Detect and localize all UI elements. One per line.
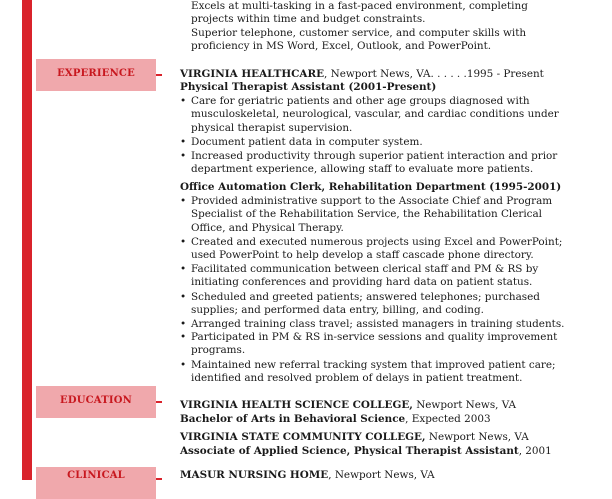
- bullet-text: Provided administrative support to the Associate Chief and Program: [191, 195, 553, 207]
- bullet-text: Increased productivity through superior patient interaction and prior: [191, 150, 558, 162]
- bullet-text: Maintained new referral tracking system that improved patient care;: [191, 359, 556, 371]
- job-title: Office Automation Clerk, Rehabilitation Department (1995-2001): [180, 181, 562, 193]
- employer-name: VIRGINIA HEALTHCARE: [180, 68, 325, 80]
- bullet-text: supplies; and performed data entry, billing, and coding.: [191, 304, 484, 316]
- left-accent-bar: [22, 0, 32, 480]
- summary-line: proficiency in MS Word, Excel, Outlook, and PowerPoint.: [191, 40, 492, 52]
- bullet-text: Facilitated communication between clerical staff and PM & RS by: [191, 263, 539, 275]
- bullet-icon: •: [180, 195, 187, 207]
- bullet-text: Office, and Physical Therapy.: [191, 222, 344, 234]
- summary-line: Excels at multi-tasking in a fast-paced environment, completing: [191, 0, 528, 12]
- experience-heading: EXPERIENCE: [57, 68, 135, 79]
- experience-section-header: [36, 59, 156, 91]
- bullet-icon: •: [180, 95, 187, 107]
- bullet-text: Document patient data in computer system.: [191, 136, 423, 148]
- bullet-icon: •: [180, 291, 187, 303]
- degree-name: Associate of Applied Science, Physical Therapist Assistant: [180, 445, 519, 457]
- degree-name: Bachelor of Arts in Behavioral Science: [180, 413, 406, 425]
- school-location: Newport News, VA: [412, 399, 517, 411]
- bullet-text: Care for geriatric patients and other age groups diagnosed with: [191, 95, 530, 107]
- bullet-text: musculoskeletal, neurological, vascular, and cardiac conditions under: [191, 108, 559, 120]
- bullet-text: used PowerPoint to help develop a staff cascade phone directory.: [191, 249, 534, 261]
- bullet-text: initiating conferences and providing hard data on patient status.: [191, 276, 533, 288]
- bullet-text: physical therapist supervision.: [191, 122, 353, 134]
- degree-line: [180, 445, 552, 458]
- degree-line: [180, 413, 491, 426]
- bullet-text: Created and executed numerous projects using Excel and PowerPoint;: [191, 236, 563, 248]
- bullet-text: Participated in PM & RS in-service sessions and quality improvement: [191, 331, 558, 343]
- summary-line: Superior telephone, customer service, and computer skills with: [191, 27, 527, 39]
- bullet-icon: •: [180, 331, 187, 343]
- bullet-icon: •: [180, 236, 187, 248]
- clinical-heading: CLINICAL: [67, 470, 125, 481]
- clinical-line: [180, 469, 435, 482]
- bullet-icon: •: [180, 359, 187, 371]
- school-location: Newport News, VA: [425, 431, 529, 443]
- summary-line: projects within time and budget constraints.: [191, 13, 426, 25]
- clinical-location: , Newport News, VA: [328, 469, 435, 481]
- school-name: VIRGINIA HEALTH SCIENCE COLLEGE,: [180, 399, 413, 411]
- bullet-icon: •: [180, 150, 187, 162]
- bullet-text: department experience, allowing staff to evaluate more patients.: [191, 163, 534, 175]
- school-name: VIRGINIA STATE COMMUNITY COLLEGE,: [180, 431, 426, 443]
- employer-line: [180, 68, 544, 81]
- education-connector: [156, 401, 162, 403]
- bullet-text: identified and resolved problem of delays in patient treatment.: [191, 372, 523, 384]
- degree-date: , 2001: [518, 445, 552, 457]
- job-title: Physical Therapist Assistant (2001-Present): [180, 81, 437, 93]
- bullet-icon: •: [180, 263, 187, 275]
- bullet-text: Arranged training class travel; assisted managers in training students.: [191, 318, 565, 330]
- bullet-text: Scheduled and greeted patients; answered telephones; purchased: [191, 291, 540, 303]
- bullet-text: Specialist of the Rehabilitation Service, the Rehabilitation Clerical: [191, 208, 543, 220]
- experience-connector: [156, 74, 162, 76]
- bullet-text: programs.: [191, 344, 246, 356]
- bullet-icon: •: [180, 136, 187, 148]
- school-line: [180, 431, 529, 444]
- clinical-place: MASUR NURSING HOME: [180, 469, 329, 481]
- education-heading: EDUCATION: [60, 395, 132, 406]
- degree-date: , Expected 2003: [405, 413, 491, 425]
- school-line: [180, 399, 516, 412]
- clinical-section-header: [36, 467, 156, 499]
- bullet-icon: •: [180, 318, 187, 330]
- education-section-header: [36, 386, 156, 418]
- employer-location-dates: , Newport News, VA. . . . . .1995 - Present: [324, 68, 544, 80]
